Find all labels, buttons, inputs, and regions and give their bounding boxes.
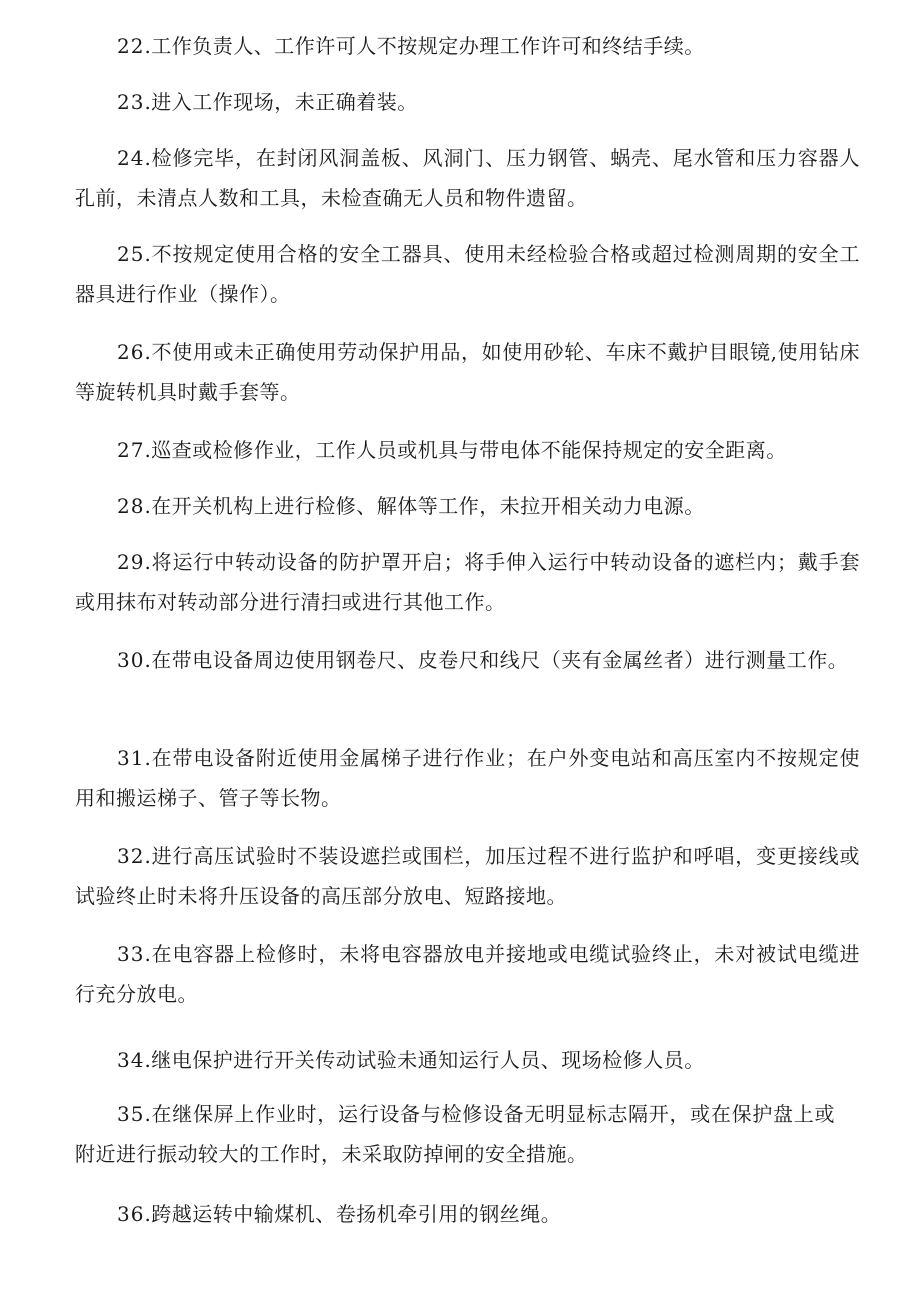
item-text: .工作负责人、工作许可人不按规定办理工作许可和终结手续。 (144, 34, 705, 58)
item-text: .不使用或未正确使用劳动保护用品，如使用砂轮、车床不戴护目眼镜,使用钻床等旋转机具时戴手套等。 (75, 340, 860, 404)
item-text: .在带电设备周边使用钢卷尺、皮卷尺和线尺（夹有金属丝者）进行测量工作。 (144, 648, 849, 672)
item-number: 32 (117, 844, 145, 868)
item-text: .将运行中转动设备的防护罩开启；将手伸入运行中转动设备的遮栏内；戴手套或用抹布对转动部分进行清扫或进行其他工作。 (75, 550, 860, 614)
item-number: 34 (117, 1048, 145, 1072)
item-text: .进入工作现场，未正确着装。 (144, 90, 418, 114)
item-text: .检修完毕，在封闭风洞盖板、风洞门、压力钢管、蜗壳、尾水管和压力容器人孔前，未清点人数和工具，未检查确无人员和物件遗留。 (75, 146, 860, 210)
list-item (75, 836, 860, 916)
item-number: 25 (117, 242, 145, 266)
list-item (75, 486, 860, 526)
item-number: 30 (117, 648, 145, 672)
list-item (75, 542, 860, 622)
item-text: .不按规定使用合格的安全工器具、使用未经检验合格或超过检测周期的安全工器具进行作业（操作）。 (75, 242, 860, 306)
list-item (75, 934, 860, 1014)
item-number: 29 (117, 550, 145, 574)
item-text: .在电容器上检修时，未将电容器放电并接地或电缆试验终止，未对被试电缆进行充分放电。 (75, 942, 860, 1006)
list-item (75, 234, 860, 314)
item-number: 31 (117, 746, 145, 770)
list-item (75, 332, 860, 412)
item-number: 36 (117, 1202, 145, 1226)
item-number: 22 (117, 34, 145, 58)
item-text: .继电保护进行开关传动试验未通知运行人员、现场检修人员。 (144, 1048, 705, 1072)
item-text: .在开关机构上进行检修、解体等工作，未拉开相关动力电源。 (144, 494, 705, 518)
item-text: .在带电设备附近使用金属梯子进行作业；在户外变电站和高压室内不按规定使用和搬运梯子、管子等长物。 (75, 746, 860, 810)
item-number: 35 (117, 1102, 145, 1126)
item-text: .跨越运转中输煤机、卷扬机牵引用的钢丝绳。 (144, 1202, 562, 1226)
list-item (75, 82, 860, 122)
list-item (75, 1040, 860, 1080)
item-number: 26 (117, 340, 145, 364)
item-number: 23 (117, 90, 145, 114)
item-number: 24 (117, 146, 145, 170)
item-text: .在继保屏上作业时，运行设备与检修设备无明显标志隔开，或在保护盘上或附近进行振动较大的工作时，未采取防掉闸的安全措施。 (75, 1102, 835, 1166)
list-item (75, 640, 860, 680)
list-item (75, 430, 860, 470)
item-text: .巡查或检修作业，工作人员或机具与带电体不能保持规定的安全距离。 (144, 438, 787, 462)
list-item (75, 26, 860, 66)
list-item (75, 1094, 835, 1174)
list-item (75, 1194, 860, 1234)
list-item (75, 738, 860, 818)
list-item (75, 138, 860, 218)
item-text: .进行高压试验时不装设遮拦或围栏，加压过程不进行监护和呼唱，变更接线或试验终止时未将升压设备的高压部分放电、短路接地。 (75, 844, 860, 908)
item-number: 33 (117, 942, 145, 966)
item-number: 27 (117, 438, 145, 462)
item-number: 28 (117, 494, 145, 518)
